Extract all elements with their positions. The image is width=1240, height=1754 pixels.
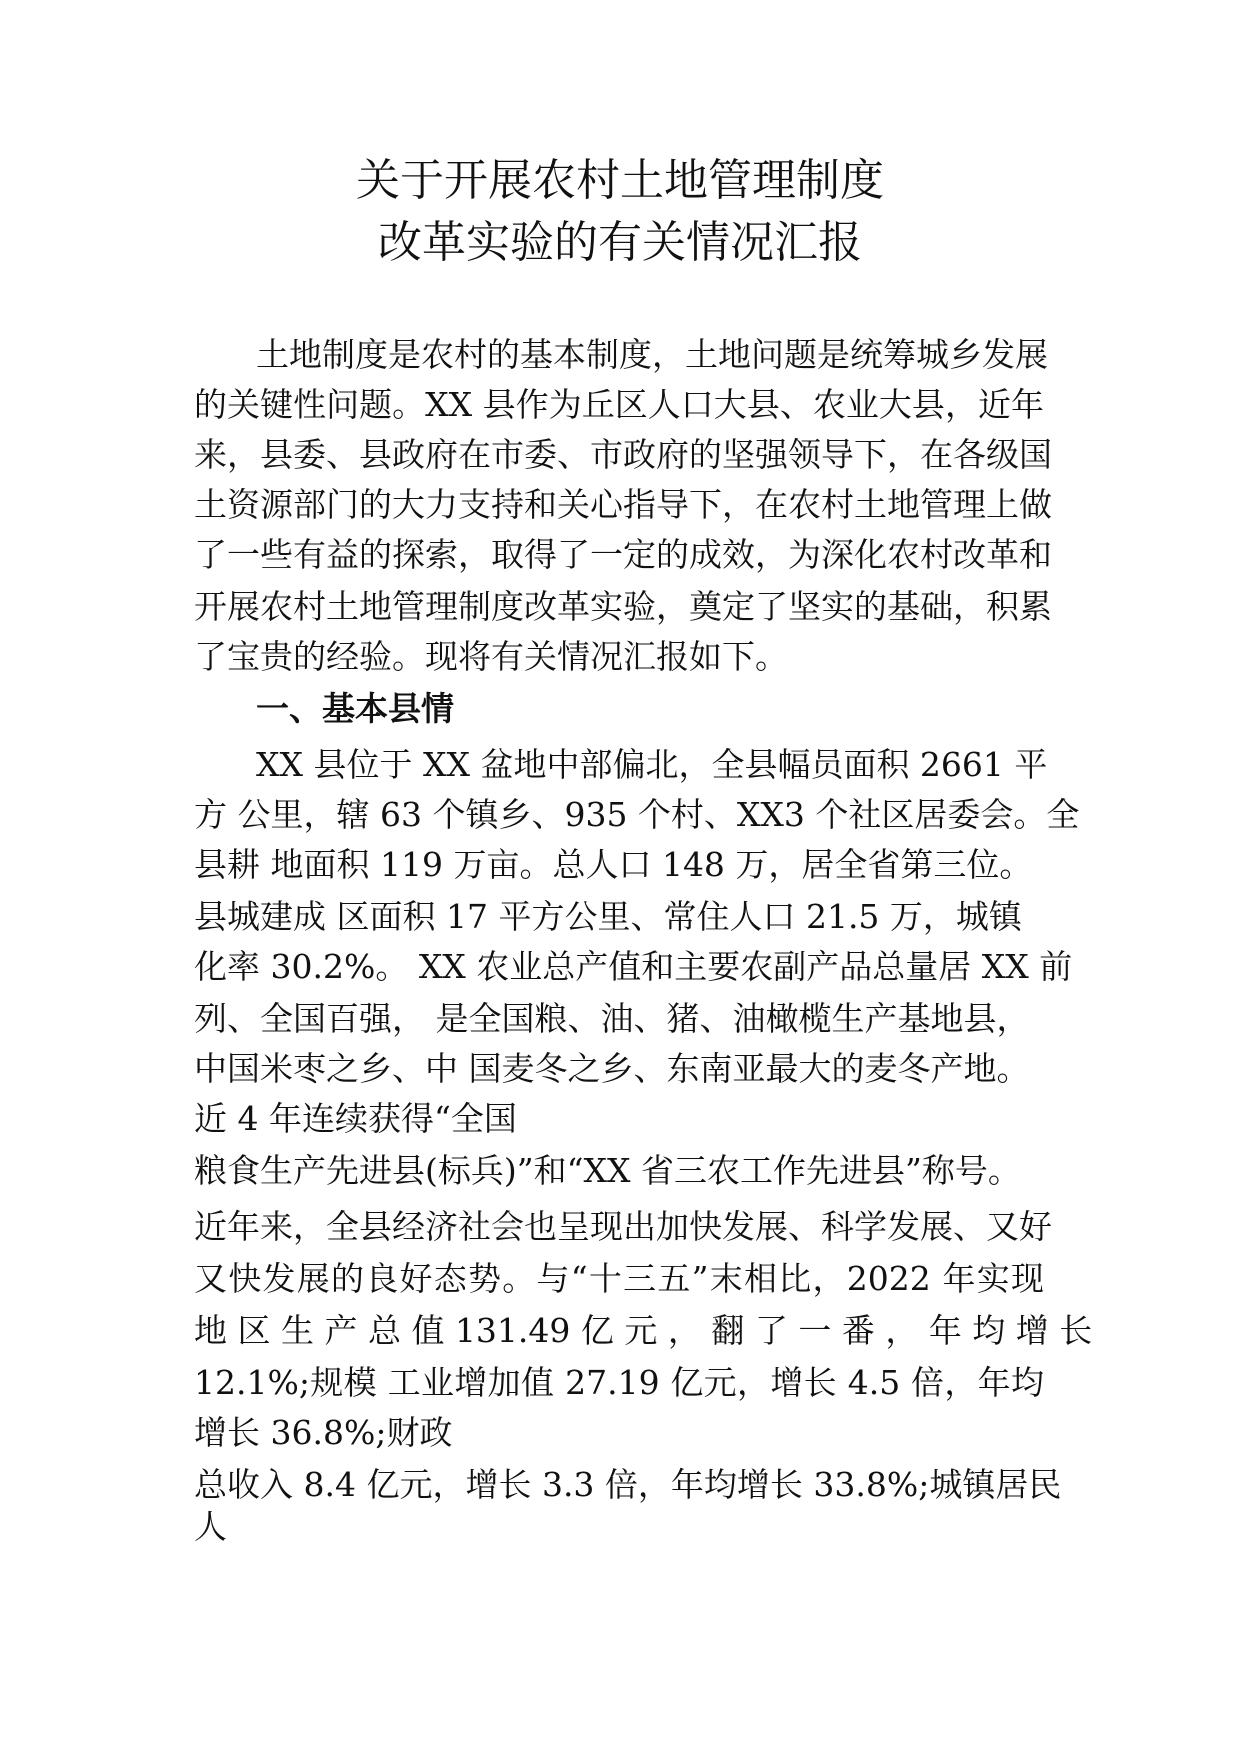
- intro-line-6: 开展农村土地管理制度改革实验，奠定了坚实的基础，积累: [194, 587, 1052, 626]
- intro-line-5: 了一些有益的探索，取得了一定的成效，为深化农村改革和: [194, 535, 1052, 574]
- intro-line-2: 的关键性问题。XX 县作为丘区人口大县、农业大县，近年: [194, 385, 1044, 424]
- section1-line-6: 列、全国百强， 是全国粮、油、猪、油橄榄生产基地县，: [194, 999, 1030, 1038]
- intro-line-4: 土资源部门的大力支持和关心指导下，在农村土地管理上做: [194, 485, 1052, 524]
- section1-line-7: 中国米枣之乡、中 国麦冬之乡、东南亚最大的麦冬产地。: [194, 1049, 1030, 1088]
- section1-line-15: 总收入 8.4 亿元，增长 3.3 倍，年均增长 33.8%;城镇居民: [194, 1465, 1062, 1504]
- section1-line-8: 近 4 年连续获得“全国: [194, 1099, 517, 1138]
- section-heading-basic-info: 一、基本县情: [256, 689, 454, 728]
- section1-line-4: 县城建成 区面积 17 平方公里、常住人口 21.5 万，城镇: [194, 897, 1022, 936]
- section1-line-5: 化率 30.2%。 XX 农业总产值和主要农副产品总量居 XX 前: [194, 947, 1073, 986]
- intro-line-7: 了宝贵的经验。现将有关情况汇报如下。: [194, 637, 788, 676]
- document-title-line-2: 改革实验的有关情况汇报: [378, 217, 862, 268]
- document-title-line-1: 关于开展农村土地管理制度: [356, 155, 884, 206]
- section1-line-16: 人: [194, 1507, 227, 1546]
- section1-line-11: 又快发展的良好态势。与“十三五”末相比，2022 年实现: [194, 1259, 1044, 1298]
- section1-line-14: 增长 36.8%;财政: [194, 1413, 453, 1452]
- section1-line-12: 地 区 生 产 总 值 131.49 亿 元 ， 翻 了 一 番 ， 年 均 增 长: [194, 1311, 1093, 1350]
- intro-line-1: 土地制度是农村的基本制度，土地问题是统筹城乡发展: [256, 335, 1048, 374]
- section1-line-1: XX 县位于 XX 盆地中部偏北，全县幅员面积 2661 平: [256, 745, 1048, 784]
- section1-line-10: 近年来，全县经济社会也呈现出加快发展、科学发展、又好: [194, 1207, 1052, 1246]
- intro-line-3: 来，县委、县政府在市委、市政府的坚强领导下，在各级国: [194, 435, 1052, 474]
- section1-line-13: 12.1%;规模 工业增加值 27.19 亿元，增长 4.5 倍，年均: [194, 1363, 1044, 1402]
- section1-line-2: 方 公里，辖 63 个镇乡、935 个村、XX3 个社区居委会。全: [194, 795, 1080, 834]
- section1-line-9: 粮食生产先进县(标兵)”和“XX 省三农工作先进县”称号。: [194, 1151, 1021, 1190]
- section1-line-3: 县耕 地面积 119 万亩。总人口 148 万，居全省第三位。: [194, 845, 1033, 884]
